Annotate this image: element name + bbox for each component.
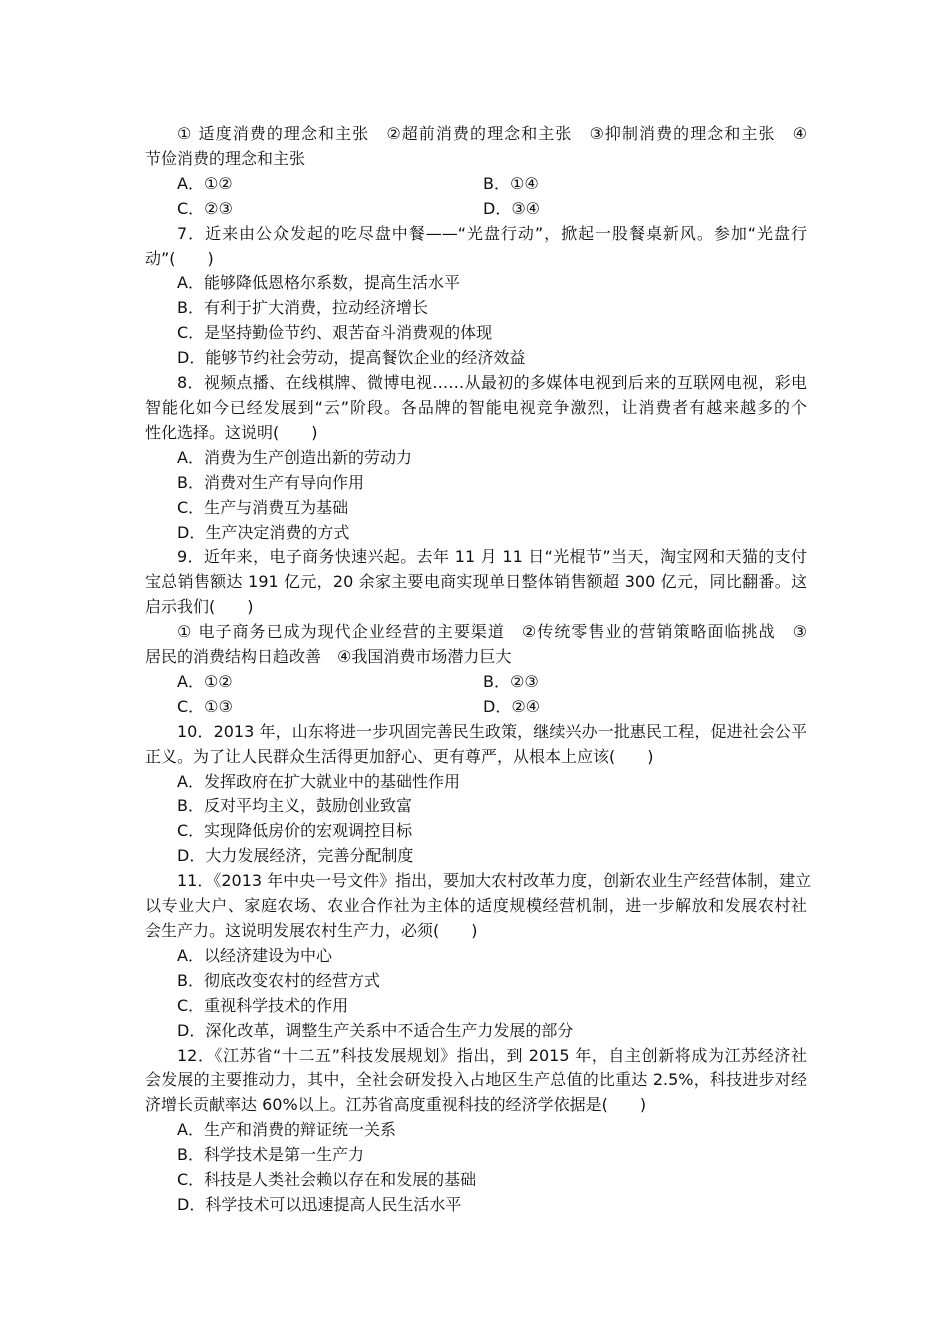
question-8-option-b: B．消费对生产有导向作用 — [177, 472, 364, 492]
question-12-option-a: A．生产和消费的辩证统一关系 — [177, 1120, 396, 1140]
question-7-option-b: B．有利于扩大消费，拉动经济增长 — [177, 298, 428, 318]
question-9-stem-line-2: 宝总销售额达 191 亿元，20 余家主要电商实现单日整体销售额超 300 亿元，同比翻番。这 — [145, 572, 807, 592]
question-6-option-d: D．③④ — [483, 198, 541, 218]
question-10-option-b: B．反对平均主义，鼓励创业致富 — [177, 796, 412, 816]
question-12 — [145, 1044, 807, 1218]
question-9-option-a: A．①② — [177, 671, 233, 691]
question-9-option-c: C．①③ — [177, 696, 233, 716]
question-6-option-c: C．②③ — [177, 198, 233, 218]
question-12-stem-line-3: 济增长贡献率达 60%以上。江苏省高度重视科技的经济学依据是( ) — [145, 1095, 647, 1115]
question-10-option-a: A．发挥政府在扩大就业中的基础性作用 — [177, 771, 460, 791]
question-8-stem-line-1: 8．视频点播、在线棋牌、微博电视……从最初的多媒体电视到后来的互联网电视，彩电 — [177, 373, 807, 393]
question-11-option-d: D．深化改革，调整生产关系中不适合生产力发展的部分 — [177, 1020, 574, 1040]
question-7-option-a: A．能够降低恩格尔系数，提高生活水平 — [177, 273, 460, 293]
question-9-choices-line-2: 居民的消费结构日趋改善 ④我国消费市场潜力巨大 — [145, 647, 512, 667]
question-9-choices-line-1: ① 电子商务已成为现代企业经营的主要渠道 ②传统零售业的营销策略面临挑战 ③ — [177, 622, 807, 642]
question-11-stem-line-1: 11．《2013 年中央一号文件》指出，要加大农村改革力度，创新农业生产经营体制，建立 — [177, 871, 812, 891]
question-9-stem-line-1: 9．近年来，电子商务快速兴起。去年 11 月 11 日“光棍节”当天，淘宝网和天猫的支付 — [177, 547, 807, 567]
question-11-stem-line-2: 以专业大户、家庭农场、农业合作社为主体的适度规模经营机制，进一步解放和发展农村社 — [145, 896, 807, 916]
question-7-option-d: D．能够节约社会劳动，提高餐饮企业的经济效益 — [177, 348, 526, 368]
question-12-option-b: B．科学技术是第一生产力 — [177, 1145, 364, 1165]
question-9-options-row-2 — [145, 695, 807, 720]
question-6 — [145, 122, 807, 222]
question-8-stem-line-2: 智能化如今已经发展到“云”阶段。各品牌的智能电视竞争激烈，让消费者有越来越多的个 — [145, 397, 807, 417]
question-12-stem-line-2: 会发展的主要推动力，其中，全社会研发投入占地区生产总值的比重达 2.5%，科技进步对经 — [145, 1070, 807, 1090]
question-8-stem-line-3: 性化选择。这说明( ) — [145, 422, 318, 442]
question-10-stem-line-2: 正义。为了让人民群众生活得更加舒心、更有尊严，从根本上应该( ) — [145, 746, 654, 766]
question-8 — [145, 371, 807, 545]
question-6-option-a: A．①② — [177, 173, 233, 193]
question-6-choices-line-2: 节俭消费的理念和主张 — [145, 148, 306, 168]
question-8-option-a: A．消费为生产创造出新的劳动力 — [177, 447, 412, 467]
question-9-stem-line-3: 启示我们( ) — [145, 597, 254, 617]
question-9-option-b: B．②③ — [483, 671, 539, 691]
question-11-option-a: A．以经济建设为中心 — [177, 945, 332, 965]
question-6-option-b: B．①④ — [483, 173, 539, 193]
question-11 — [145, 869, 812, 1043]
question-7-stem-line-2: 动”( ) — [145, 248, 214, 268]
question-12-option-d: D．科学技术可以迅速提高人民生活水平 — [177, 1194, 462, 1214]
question-8-option-d: D．生产决定消费的方式 — [177, 522, 350, 542]
question-6-options-row-2 — [145, 197, 807, 222]
question-12-option-c: C．科技是人类社会赖以存在和发展的基础 — [177, 1170, 477, 1190]
question-11-stem-line-3: 会生产力。这说明发展农村生产力，必须( ) — [145, 921, 478, 940]
question-10-option-c: C．实现降低房价的宏观调控目标 — [177, 821, 413, 841]
question-9-options-row-1 — [145, 670, 807, 695]
question-10-stem-line-1: 10．2013 年，山东将进一步巩固完善民生政策，继续兴办一批惠民工程，促进社会公平 — [177, 721, 807, 741]
question-7 — [145, 222, 807, 371]
question-9-option-d: D．②④ — [483, 696, 541, 716]
question-11-option-c: C．重视科学技术的作用 — [177, 995, 349, 1015]
question-10 — [145, 720, 807, 869]
question-7-option-c: C．是坚持勤俭节约、艰苦奋斗消费观的体现 — [177, 323, 493, 343]
question-10-option-d: D．大力发展经济，完善分配制度 — [177, 846, 414, 866]
question-8-option-c: C．生产与消费互为基础 — [177, 497, 349, 517]
question-9 — [145, 545, 807, 719]
question-6-choices-line-1: ① 适度消费的理念和主张 ②超前消费的理念和主张 ③抑制消费的理念和主张 ④ — [177, 124, 807, 143]
question-6-options-row-1 — [145, 172, 807, 197]
question-12-stem-line-1: 12．《江苏省“十二五”科技发展规划》指出，到 2015 年，自主创新将成为江苏经济社 — [177, 1045, 807, 1065]
document-page — [145, 122, 812, 1218]
question-7-stem-line-1: 7．近来由公众发起的吃尽盘中餐——“光盘行动”，掀起一股餐桌新风。参加“光盘行 — [177, 223, 807, 243]
question-11-option-b: B．彻底改变农村的经营方式 — [177, 970, 380, 990]
